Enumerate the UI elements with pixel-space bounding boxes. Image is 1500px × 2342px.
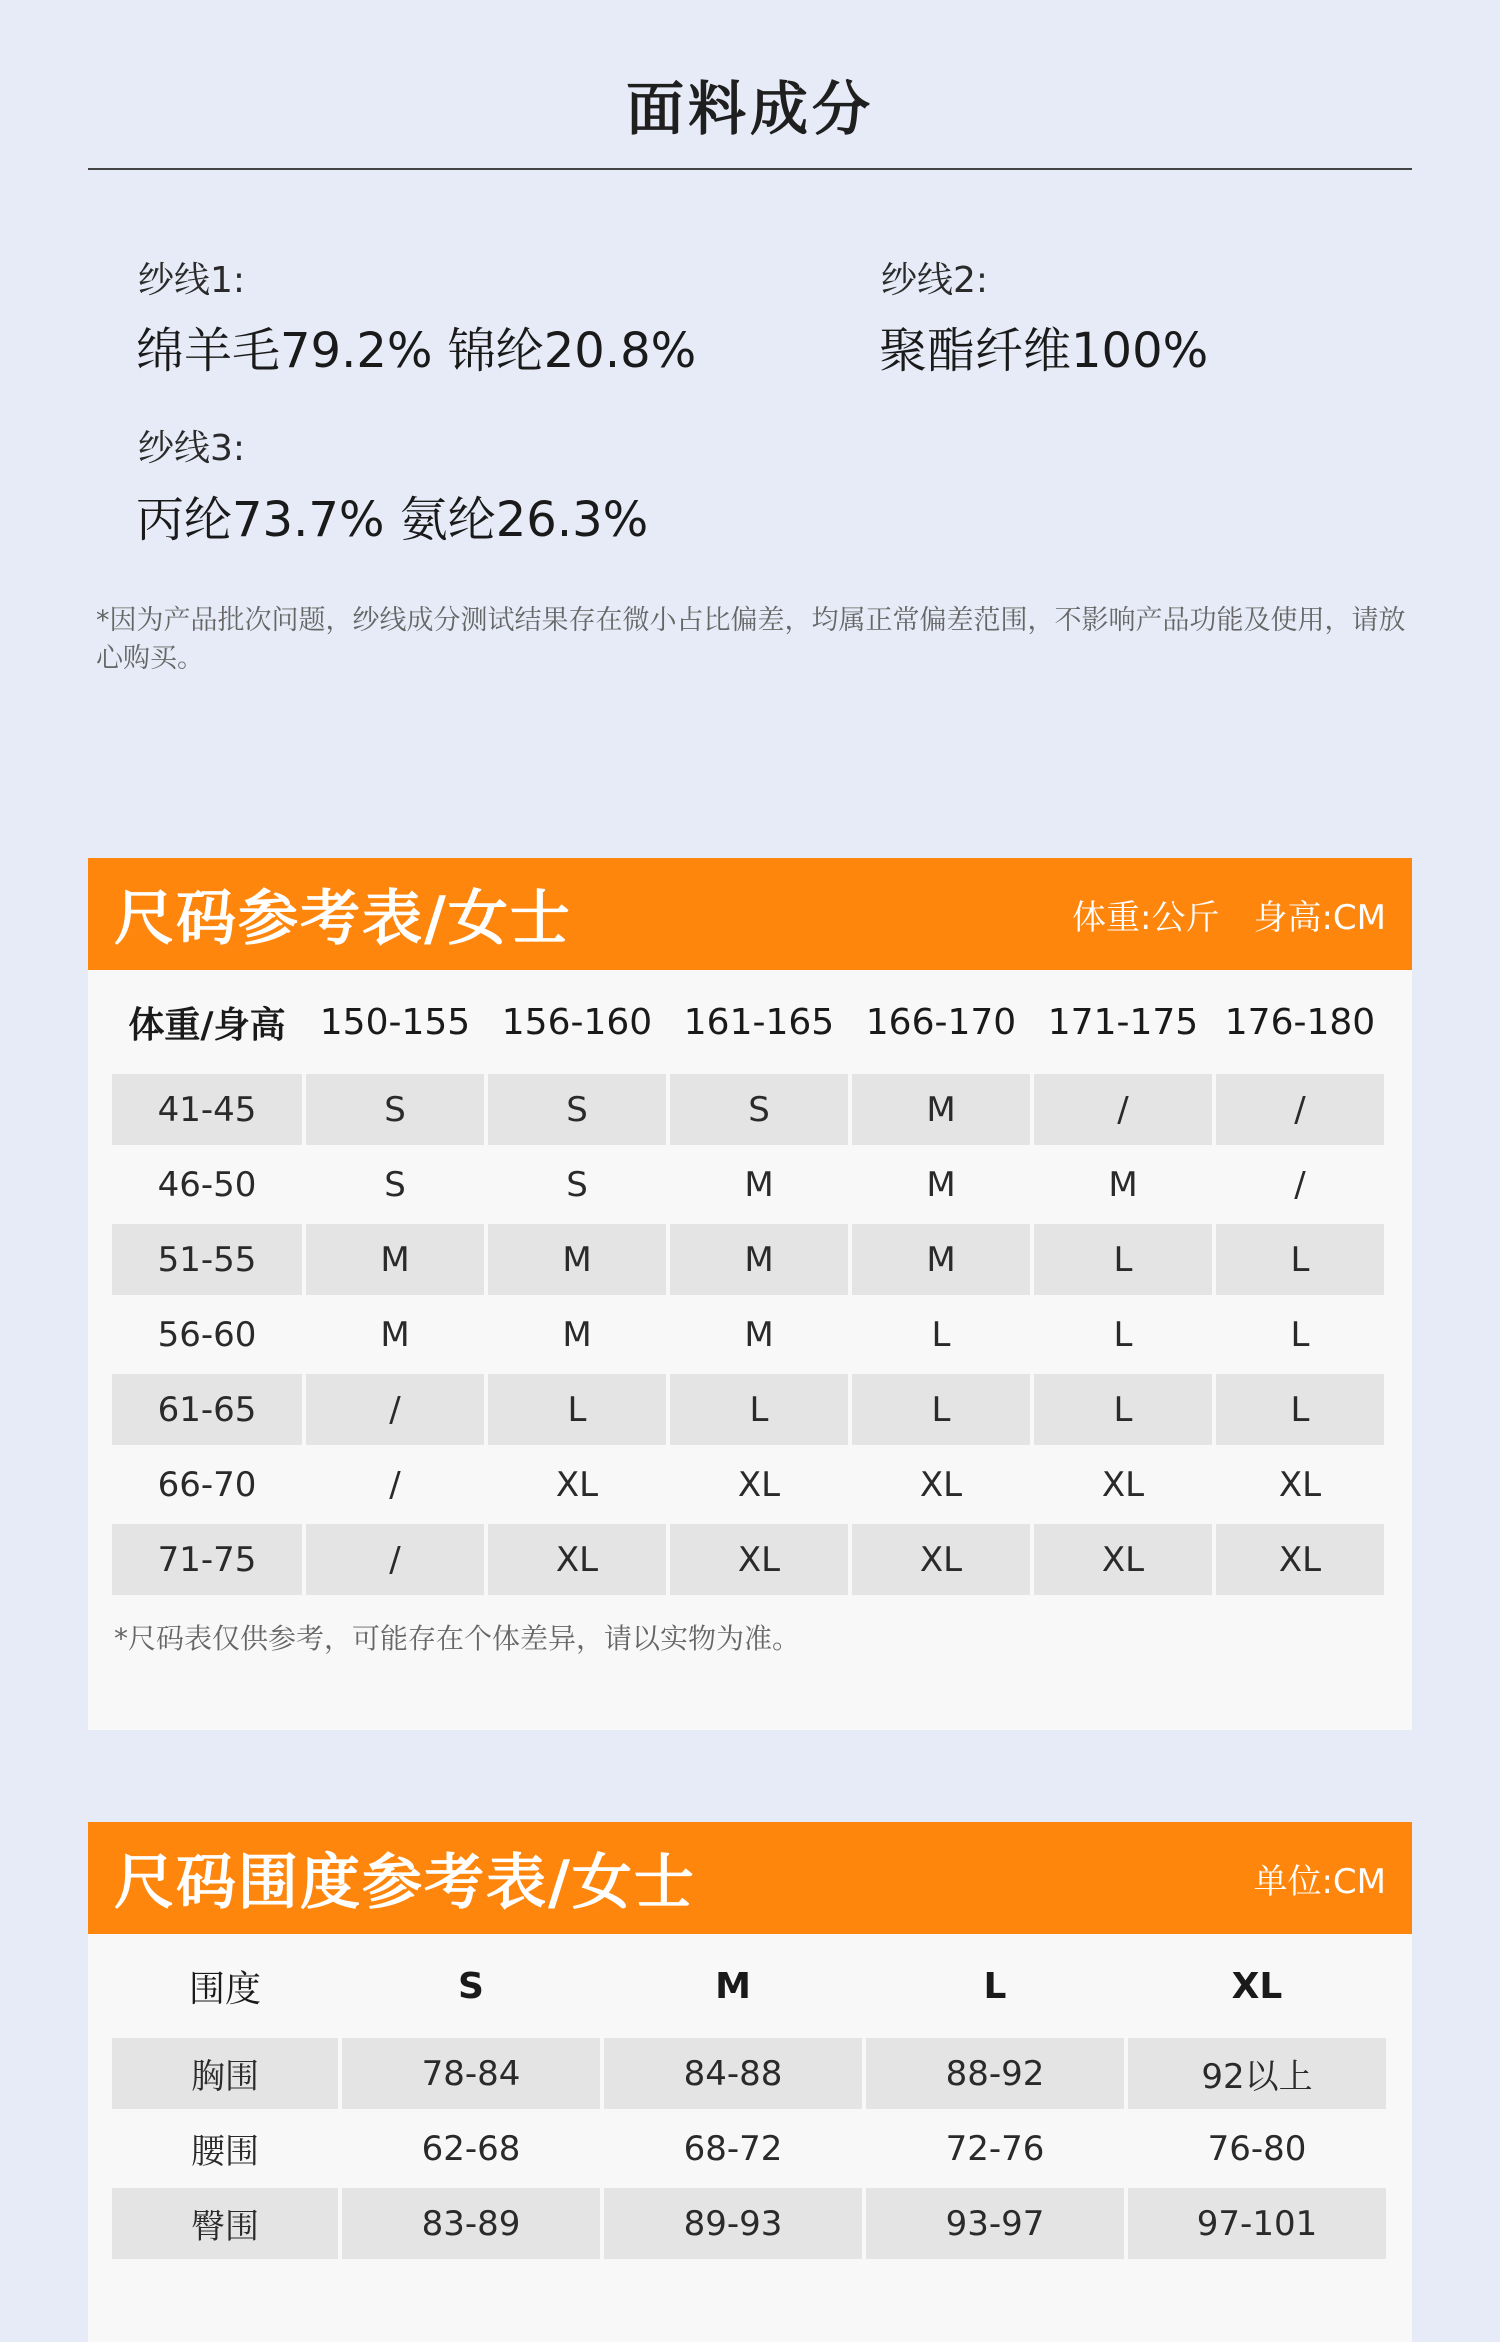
row-header-cell: 51-55 [112,1224,302,1295]
table-cell: 83-89 [342,2188,600,2259]
weight-unit: 体重:公斤 [1072,897,1220,938]
table-cell: 92以上 [1128,2038,1386,2109]
table-cell: L [852,1299,1030,1370]
table-row [112,1224,1384,1295]
column-header: 围度 [188,1968,261,2010]
table-cell: S [670,1074,848,1145]
table-cell: XL [670,1449,848,1520]
girth-table-unit: 单位:CM [1253,1861,1386,1902]
column-header: 156-160 [501,1001,653,1043]
table-cell: XL [1034,1449,1212,1520]
table-cell: 97-101 [1128,2188,1386,2259]
table-row [112,2188,1386,2259]
table-cell: 89-93 [604,2188,862,2259]
row-header-cell: 56-60 [112,1299,302,1370]
column-header: 176-180 [1224,1001,1376,1043]
table-cell: S [306,1149,484,1220]
girth-table-header [88,1822,1412,1934]
table-row [112,1449,1384,1520]
row-header-cell: 61-65 [112,1374,302,1445]
title-divider [88,168,1412,170]
table-cell: 88-92 [866,2038,1124,2109]
row-header-cell: 腰围 [112,2113,338,2184]
table-cell: XL [1216,1449,1384,1520]
table-cell: XL [1034,1524,1212,1595]
table-row [112,1074,1384,1145]
table-cell: 93-97 [866,2188,1124,2259]
column-header: XL [1231,1965,1283,2007]
girth-table-title: 尺码围度参考表/女士 [114,1848,696,1918]
column-header: 150-155 [319,1001,471,1043]
table-cell: M [852,1074,1030,1145]
size-table-note: *尺码表仅供参考，可能存在个体差异，请以实物为准。 [114,1622,801,1655]
table-cell: M [852,1224,1030,1295]
table-row [112,1374,1384,1445]
column-header: S [458,1965,484,2007]
table-row [112,2038,1386,2109]
table-cell: / [306,1524,484,1595]
fabric-disclaimer: *因为产品批次问题，纱线成分测试结果存在微小占比偏差，均属正常偏差范围，不影响产品功能及使用，请放心购买。 [96,605,1406,674]
table-cell: 84-88 [604,2038,862,2109]
column-header: 161-165 [683,1001,835,1043]
table-cell: M [852,1149,1030,1220]
table-cell: M [670,1149,848,1220]
table-cell: M [306,1224,484,1295]
table-cell: S [306,1074,484,1145]
row-header-cell: 胸围 [112,2038,338,2109]
table-cell: XL [1216,1524,1384,1595]
table-cell: / [1034,1074,1212,1145]
table-cell: / [306,1374,484,1445]
table-cell: L [852,1374,1030,1445]
table-cell: L [1034,1374,1212,1445]
table-cell: M [488,1224,666,1295]
table-cell: XL [670,1524,848,1595]
table-cell: L [1034,1224,1212,1295]
yarn2-value: 聚酯纤维100% [879,323,1209,379]
size-table-title: 尺码参考表/女士 [114,884,572,954]
column-header: M [715,1965,751,2007]
row-header-cell: 66-70 [112,1449,302,1520]
column-header: L [983,1965,1007,2007]
table-cell: M [670,1224,848,1295]
table-cell: M [488,1299,666,1370]
table-cell: 62-68 [342,2113,600,2184]
table-cell: 76-80 [1128,2113,1386,2184]
table-row [112,1149,1384,1220]
table-cell: / [1216,1149,1384,1220]
table-cell: 78-84 [342,2038,600,2109]
table-cell: M [1034,1149,1212,1220]
size-table-units [1072,890,1386,939]
size-table-head-row [112,974,1384,1070]
table-cell: L [670,1374,848,1445]
table-cell: 68-72 [604,2113,862,2184]
table-cell: L [1216,1224,1384,1295]
table-row [112,2113,1386,2184]
table-cell: L [1216,1374,1384,1445]
table-row [112,1299,1384,1370]
table-cell: XL [488,1524,666,1595]
table-cell: M [670,1299,848,1370]
size-table [108,970,1388,1599]
table-cell: M [306,1299,484,1370]
table-cell: 72-76 [866,2113,1124,2184]
column-header: 166-170 [865,1001,1017,1043]
column-header: 体重/身高 [128,1004,286,1046]
table-cell: XL [488,1449,666,1520]
table-cell: L [488,1374,666,1445]
girth-table [108,1934,1390,2263]
row-header-cell: 71-75 [112,1524,302,1595]
fabric-title: 面料成分 [625,75,874,143]
size-table-header [88,858,1412,970]
yarn3-value: 丙纶73.7% 氨纶26.3% [136,492,649,548]
table-row [112,1524,1384,1595]
girth-table-head-row [112,1938,1386,2034]
row-header-cell: 41-45 [112,1074,302,1145]
table-cell: S [488,1074,666,1145]
column-header: 171-175 [1047,1001,1199,1043]
yarn1-value: 绵羊毛79.2% 锦纶20.8% [136,323,697,379]
row-header-cell: 46-50 [112,1149,302,1220]
table-cell: S [488,1149,666,1220]
table-cell: L [1216,1299,1384,1370]
yarn3-label: 纱线3: [138,428,246,469]
table-cell: L [1034,1299,1212,1370]
table-cell: XL [852,1524,1030,1595]
height-unit: 身高:CM [1253,897,1386,938]
table-cell: / [1216,1074,1384,1145]
size-table-panel [88,858,1412,1730]
table-cell: XL [852,1449,1030,1520]
yarn1-label: 纱线1: [138,260,246,301]
table-cell: / [306,1449,484,1520]
yarn2-label: 纱线2: [881,260,989,301]
girth-table-panel [88,1822,1412,2342]
row-header-cell: 臀围 [112,2188,338,2259]
